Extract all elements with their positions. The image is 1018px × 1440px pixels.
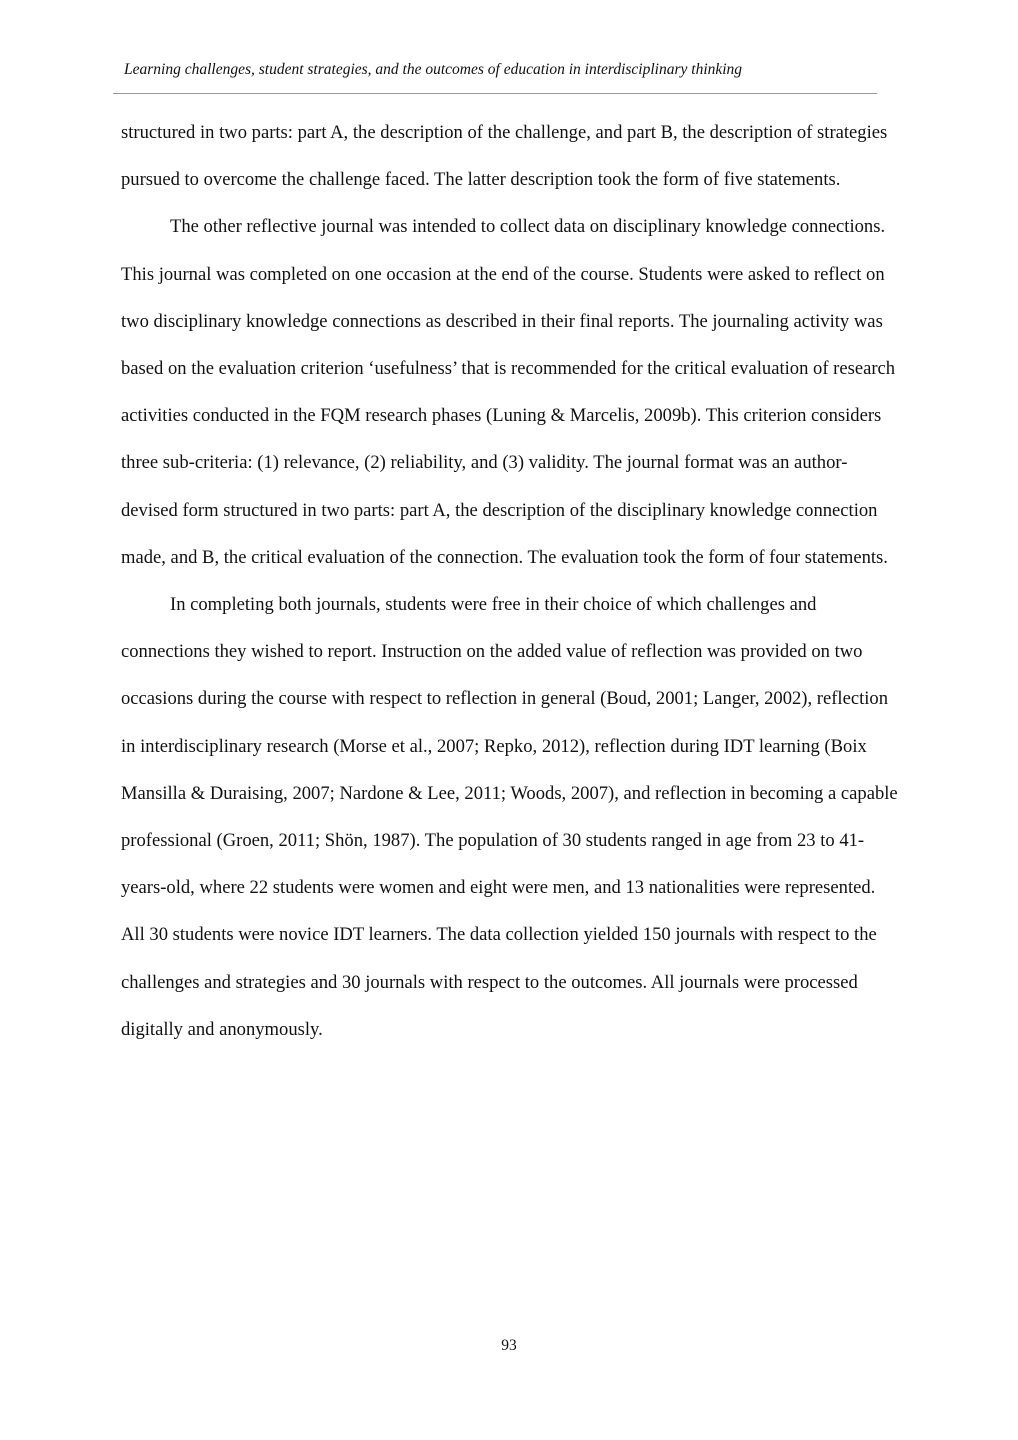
paragraph-reflective-journal: The other reflective journal was intended to collect data on disciplinary knowledge connections. This journal was completed on one occasion at the end of the course. Students were asked to reflect on two disciplinary knowledge connections as described in their final reports. The journaling activity was based on the evaluation criterion ‘usefulness’ that is recommended for the critical evaluation of research activities conducted in the FQM research phases (Luning & Marcelis, 2009b). This criterion considers three sub-criteria: (1) relevance, (2) reliability, and (3) validity. The journal format was an author-devised form structured in two parts: part A, the description of the disciplinary knowledge connection made, and B, the critical evaluation of the connection. The evaluation took the form of four statements. [121,216,896,568]
paragraph-journals-completion: In completing both journals, students were free in their choice of which challenges and connections they wished to report. Instruction on the added value of reflection was provided on two occasions during the course with respect to reflection in general (Boud, 2001; Langer, 2002), reflection in interdisciplinary research (Morse et al., 2007; Repko, 2012), reflection during IDT learning (Boix Mansilla & Duraising, 2007; Nardone & Lee, 2011; Woods, 2007), and reflection in becoming a capable professional (Groen, 2011; Shön, 1987). The population of 30 students ranged in age from 23 to 41-years-old, where 22 students were women and eight were men, and 13 nationalities were represented. All 30 students were novice IDT learners. The data collection yielded 150 journals with respect to the challenges and strategies and 30 journals with respect to the outcomes. All journals were processed digitally and anonymously. [121,594,898,1040]
running-header-title: Learning challenges, student strategies, and the outcomes of education in interdisciplinary thinking [124,61,743,78]
body-text [121,109,899,1053]
paragraph-continuation: structured in two parts: part A, the description of the challenge, and part B, the description of strategies pursued to overcome the challenge faced. The latter description took the form of five statements. [121,122,888,191]
header-divider [113,93,877,94]
page-number: 93 [501,1337,517,1354]
